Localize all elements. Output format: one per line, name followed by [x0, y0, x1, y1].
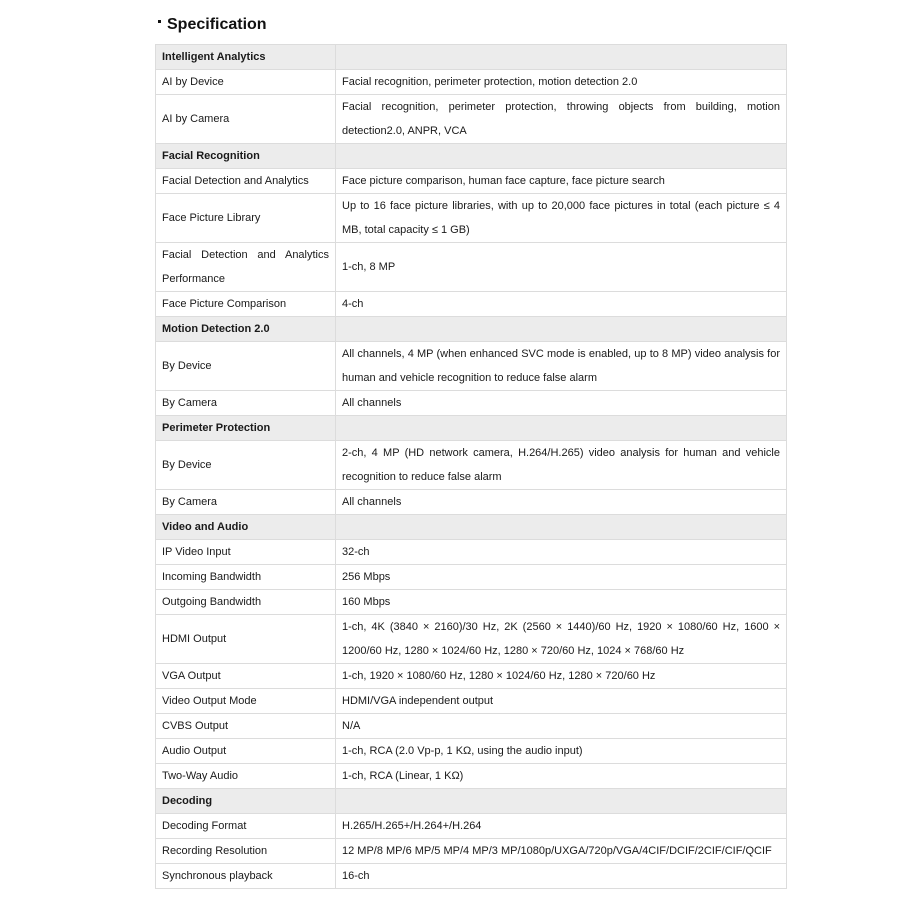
section-header-row [156, 515, 787, 540]
spec-label: HDMI Output [156, 615, 336, 664]
spec-label: Recording Resolution [156, 839, 336, 864]
section-header-row [156, 317, 787, 342]
section-header: Intelligent Analytics [156, 45, 336, 70]
spec-label: Two-Way Audio [156, 764, 336, 789]
section-header: Perimeter Protection [156, 416, 336, 441]
spec-label: Facial Detection and Analytics Performance [156, 243, 336, 292]
spec-value: 160 Mbps [336, 590, 787, 615]
table-row [156, 864, 787, 889]
spec-value: 1-ch, RCA (2.0 Vp-p, 1 KΩ, using the audio input) [336, 739, 787, 764]
spec-label: By Device [156, 342, 336, 391]
spec-value: 1-ch, 8 MP [336, 243, 787, 292]
section-header-spacer [336, 515, 787, 540]
spec-label: Face Picture Comparison [156, 292, 336, 317]
table-row [156, 243, 787, 292]
spec-value: HDMI/VGA independent output [336, 689, 787, 714]
spec-value: 16-ch [336, 864, 787, 889]
spec-value: H.265/H.265+/H.264+/H.264 [336, 814, 787, 839]
spec-label: VGA Output [156, 664, 336, 689]
spec-value: 12 MP/8 MP/6 MP/5 MP/4 MP/3 MP/1080p/UXGA/720p/VGA/4CIF/DCIF/2CIF/CIF/QCIF [336, 839, 787, 864]
spec-value: 2-ch, 4 MP (HD network camera, H.264/H.265) video analysis for human and vehicle recognition to reduce false alarm [336, 441, 787, 490]
section-header-row [156, 416, 787, 441]
spec-value: Facial recognition, perimeter protection, motion detection 2.0 [336, 70, 787, 95]
table-row [156, 95, 787, 144]
table-row [156, 839, 787, 864]
table-row [156, 615, 787, 664]
spec-label: AI by Device [156, 70, 336, 95]
spec-label: Incoming Bandwidth [156, 565, 336, 590]
spec-label: Face Picture Library [156, 194, 336, 243]
spec-label: Synchronous playback [156, 864, 336, 889]
section-header-row [156, 45, 787, 70]
section-header: Decoding [156, 789, 336, 814]
section-header: Motion Detection 2.0 [156, 317, 336, 342]
spec-value: 1-ch, 4K (3840 × 2160)/30 Hz, 2K (2560 × 1440)/60 Hz, 1920 × 1080/60 Hz, 1600 × 1200/60 Hz, 1280 × 1024/60 Hz, 1280 × 720/60 Hz, 1024 × 768/60 Hz [336, 615, 787, 664]
spec-value: 4-ch [336, 292, 787, 317]
section-header-row [156, 789, 787, 814]
section-header-spacer [336, 416, 787, 441]
spec-value: 1-ch, RCA (Linear, 1 KΩ) [336, 764, 787, 789]
table-row [156, 739, 787, 764]
table-row [156, 540, 787, 565]
table-row [156, 292, 787, 317]
table-row [156, 441, 787, 490]
section-header-spacer [336, 317, 787, 342]
section-header-row [156, 144, 787, 169]
table-row [156, 194, 787, 243]
bullet-icon [158, 20, 161, 23]
table-row [156, 70, 787, 95]
table-row [156, 664, 787, 689]
table-row [156, 565, 787, 590]
spec-value: Face picture comparison, human face capture, face picture search [336, 169, 787, 194]
table-row [156, 689, 787, 714]
section-header-spacer [336, 789, 787, 814]
spec-label: Decoding Format [156, 814, 336, 839]
spec-value: N/A [336, 714, 787, 739]
section-header-spacer [336, 144, 787, 169]
spec-value: Up to 16 face picture libraries, with up to 20,000 face pictures in total (each picture ≤ 4 MB, total capacity ≤ 1 GB) [336, 194, 787, 243]
spec-label: AI by Camera [156, 95, 336, 144]
page-title [158, 12, 267, 38]
table-row [156, 391, 787, 416]
section-header: Video and Audio [156, 515, 336, 540]
spec-label: CVBS Output [156, 714, 336, 739]
spec-value: Facial recognition, perimeter protection, throwing objects from building, motion detection2.0, ANPR, VCA [336, 95, 787, 144]
page-title-text: Specification [167, 16, 267, 33]
section-header-spacer [336, 45, 787, 70]
spec-label: By Device [156, 441, 336, 490]
table-row [156, 814, 787, 839]
spec-value: 32-ch [336, 540, 787, 565]
table-row [156, 490, 787, 515]
spec-label: Facial Detection and Analytics [156, 169, 336, 194]
spec-label: Outgoing Bandwidth [156, 590, 336, 615]
spec-value: 256 Mbps [336, 565, 787, 590]
spec-table [155, 44, 787, 889]
table-row [156, 169, 787, 194]
section-header: Facial Recognition [156, 144, 336, 169]
table-row [156, 590, 787, 615]
table-row [156, 764, 787, 789]
spec-label: IP Video Input [156, 540, 336, 565]
spec-label: Audio Output [156, 739, 336, 764]
spec-value: All channels [336, 391, 787, 416]
table-row [156, 714, 787, 739]
table-row [156, 342, 787, 391]
spec-label: By Camera [156, 391, 336, 416]
spec-label: By Camera [156, 490, 336, 515]
spec-value: All channels [336, 490, 787, 515]
spec-label: Video Output Mode [156, 689, 336, 714]
spec-value: 1-ch, 1920 × 1080/60 Hz, 1280 × 1024/60 Hz, 1280 × 720/60 Hz [336, 664, 787, 689]
spec-value: All channels, 4 MP (when enhanced SVC mode is enabled, up to 8 MP) video analysis for human and vehicle recognition to reduce false alarm [336, 342, 787, 391]
